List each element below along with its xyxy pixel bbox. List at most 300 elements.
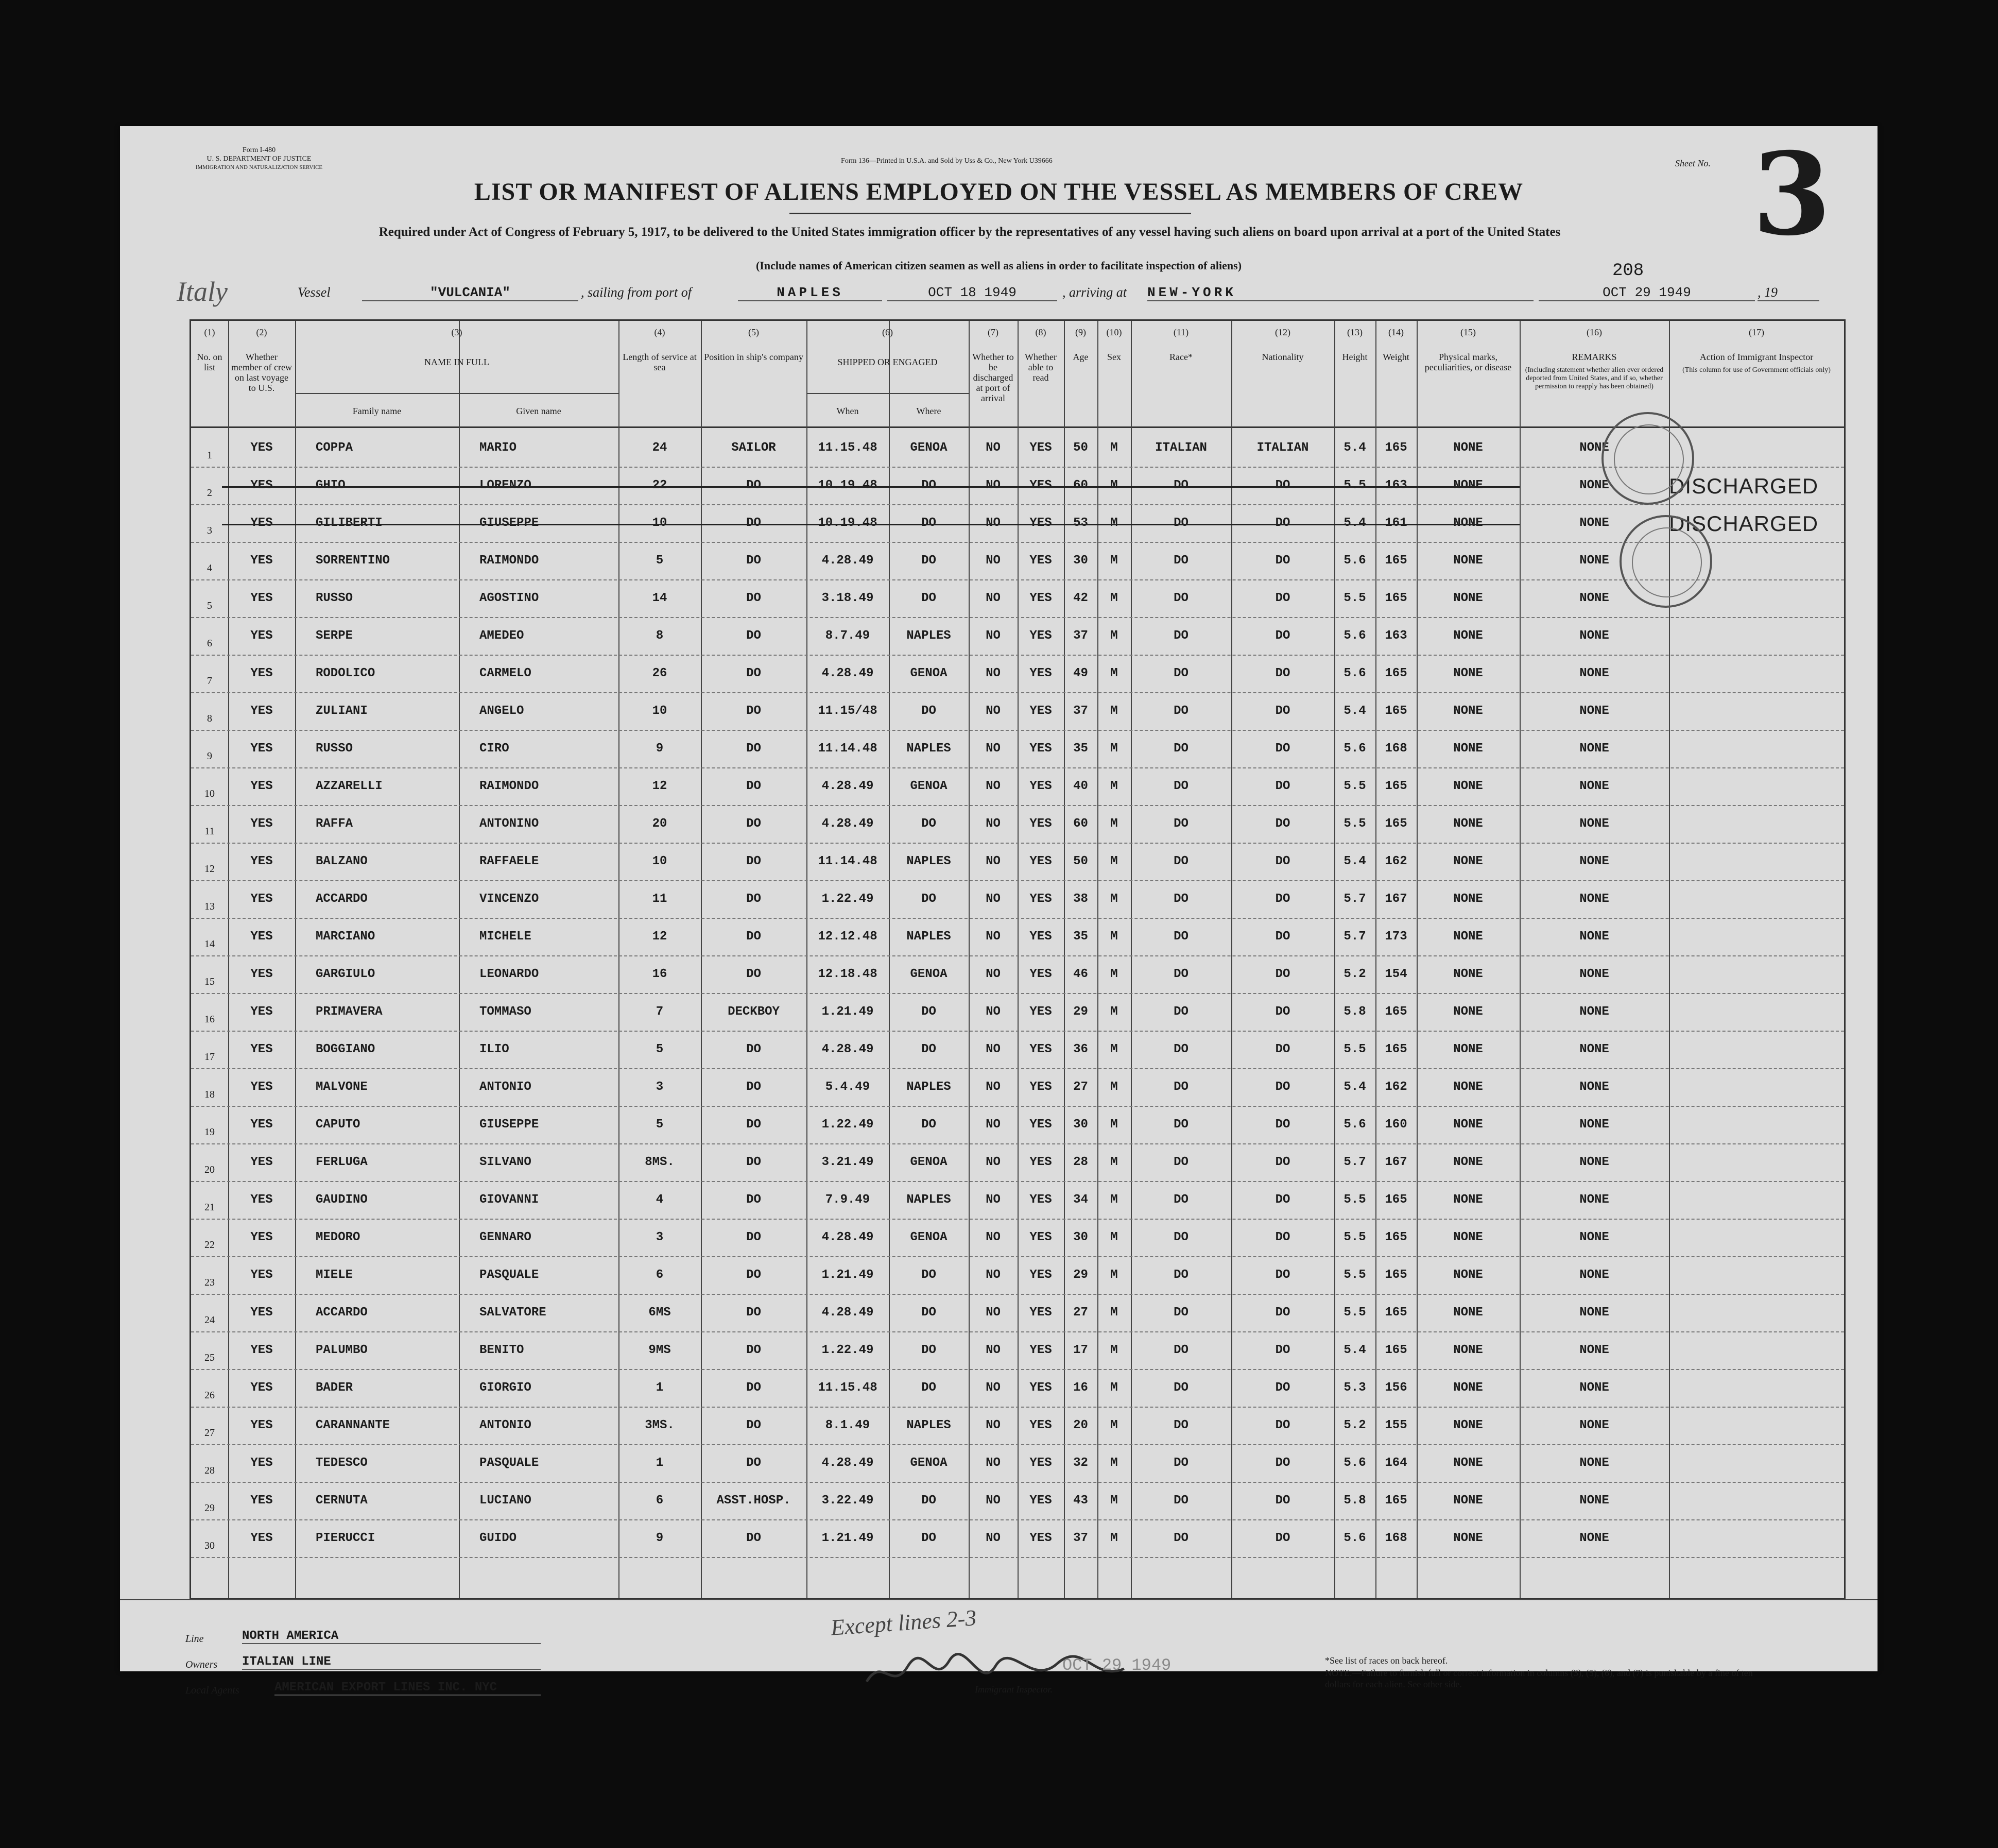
cell-where: DO <box>921 704 936 718</box>
cell-weight: 165 <box>1385 1494 1407 1508</box>
cell-read: YES <box>1029 1193 1052 1207</box>
cell-race: DO <box>1174 1155 1189 1169</box>
cell-height: 5.4 <box>1344 704 1366 718</box>
cell-marks: NONE <box>1453 1005 1483 1019</box>
cell-weight: 165 <box>1385 554 1407 568</box>
cell-given: VINCENZO <box>479 892 539 906</box>
cell-weight: 161 <box>1385 516 1407 530</box>
cell-position: DO <box>746 629 761 643</box>
cell-service: 14 <box>652 591 667 605</box>
cell-family: ACCARDO <box>316 1306 368 1320</box>
cell-sex: M <box>1110 1080 1118 1094</box>
cell-when: 11.14.48 <box>818 742 877 756</box>
cell-disch: NO <box>986 554 1001 568</box>
column-header: Height <box>1342 352 1368 362</box>
cell-no: 13 <box>204 901 215 912</box>
cell-given: ANTONINO <box>479 817 539 831</box>
table-row <box>191 1407 1844 1445</box>
cell-read: YES <box>1029 591 1052 605</box>
cell-nat: DO <box>1275 629 1290 643</box>
cell-read: YES <box>1029 742 1052 756</box>
cell-marks: NONE <box>1453 1418 1483 1432</box>
cell-race: DO <box>1174 666 1189 680</box>
cell-remarks: NONE <box>1579 1306 1609 1320</box>
cell-read: YES <box>1029 1381 1052 1395</box>
cell-sex: M <box>1110 516 1118 530</box>
cell-when: 11.14.48 <box>818 854 877 868</box>
cell-given: PASQUALE <box>479 1268 539 1282</box>
cell-where: DO <box>921 1118 936 1132</box>
cell-remarks: NONE <box>1579 930 1609 944</box>
strike-through-line <box>222 486 1520 488</box>
table-row <box>191 1482 1844 1520</box>
cell-race: DO <box>1174 1531 1189 1545</box>
vessel-label: Vessel <box>298 285 331 300</box>
cell-where: NAPLES <box>906 930 951 944</box>
cell-read: YES <box>1029 892 1052 906</box>
cell-crew: YES <box>250 441 273 455</box>
cell-when: 8.1.49 <box>825 1418 870 1432</box>
cell-read: YES <box>1029 1005 1052 1019</box>
cell-no: 12 <box>204 863 215 875</box>
arriving-label: , arriving at <box>1062 285 1127 300</box>
column-number: (8) <box>1035 327 1046 337</box>
footer-rule <box>120 1599 1878 1600</box>
cell-marks: NONE <box>1453 1268 1483 1282</box>
cell-height: 5.5 <box>1344 1042 1366 1056</box>
cell-height: 5.5 <box>1344 817 1366 831</box>
cell-nat: DO <box>1275 1268 1290 1282</box>
cell-given: MARIO <box>479 441 517 455</box>
cell-age: 53 <box>1073 516 1088 530</box>
cell-weight: 165 <box>1385 1343 1407 1357</box>
cell-when: 11.15.48 <box>818 441 877 455</box>
cell-remarks: NONE <box>1579 1494 1609 1508</box>
cell-service: 12 <box>652 930 667 944</box>
table-row <box>191 429 1844 468</box>
cell-height: 5.7 <box>1344 930 1366 944</box>
cell-service: 16 <box>652 967 667 981</box>
cell-disch: NO <box>986 1306 1001 1320</box>
cell-height: 5.7 <box>1344 892 1366 906</box>
table-row <box>191 1256 1844 1295</box>
cell-age: 42 <box>1073 591 1088 605</box>
cell-sex: M <box>1110 967 1118 981</box>
cell-disch: NO <box>986 516 1001 530</box>
cell-position: DO <box>746 1381 761 1395</box>
cell-disch: NO <box>986 892 1001 906</box>
cell-position: DO <box>746 1306 761 1320</box>
column-number: (7) <box>988 327 998 337</box>
cell-read: YES <box>1029 704 1052 718</box>
cell-marks: NONE <box>1453 516 1483 530</box>
cell-family: ACCARDO <box>316 892 368 906</box>
cell-given: GIORGIO <box>479 1381 531 1395</box>
cell-weight: 167 <box>1385 1155 1407 1169</box>
cell-when: 1.21.49 <box>821 1005 874 1019</box>
cell-disch: NO <box>986 441 1001 455</box>
cell-service: 24 <box>652 441 667 455</box>
cell-age: 43 <box>1073 1494 1088 1508</box>
cell-sex: M <box>1110 930 1118 944</box>
cell-weight: 162 <box>1385 1080 1407 1094</box>
column-note: (This column for use of Government officials only) <box>1682 366 1831 374</box>
cell-remarks: NONE <box>1579 1268 1609 1282</box>
page-title: LIST OR MANIFEST OF ALIENS EMPLOYED ON THE VESSEL AS MEMBERS OF CREW <box>474 178 1524 206</box>
column-number: (12) <box>1275 327 1290 337</box>
cell-where: NAPLES <box>906 1418 951 1432</box>
cell-weight: 165 <box>1385 591 1407 605</box>
cell-service: 8 <box>656 629 664 643</box>
cell-height: 5.6 <box>1344 1456 1366 1470</box>
cell-crew: YES <box>250 1193 273 1207</box>
cell-position: DO <box>746 516 761 530</box>
cell-age: 38 <box>1073 892 1088 906</box>
cell-position: DECKBOY <box>728 1005 780 1019</box>
column-number: (10) <box>1106 327 1122 337</box>
cell-sex: M <box>1110 1381 1118 1395</box>
cell-given: AMEDEO <box>479 629 524 643</box>
cell-race: DO <box>1174 591 1189 605</box>
cell-marks: NONE <box>1453 629 1483 643</box>
cell-where: GENOA <box>910 441 948 455</box>
cell-service: 6 <box>656 1268 664 1282</box>
cell-given: SILVANO <box>479 1155 531 1169</box>
column-number: (9) <box>1075 327 1086 337</box>
cell-nat: DO <box>1275 516 1290 530</box>
cell-remarks: NONE <box>1579 1193 1609 1207</box>
cell-given: MICHELE <box>479 930 531 944</box>
cell-service: 6 <box>656 1494 664 1508</box>
cell-height: 5.7 <box>1344 1155 1366 1169</box>
cell-sex: M <box>1110 704 1118 718</box>
cell-disch: NO <box>986 1118 1001 1132</box>
cell-weight: 165 <box>1385 1005 1407 1019</box>
cell-marks: NONE <box>1453 1531 1483 1545</box>
cell-weight: 156 <box>1385 1381 1407 1395</box>
column-header: Whether member of crew on last voyage to U.S. <box>231 352 292 393</box>
column-number: (13) <box>1347 327 1363 337</box>
cell-family: PALUMBO <box>316 1343 368 1357</box>
cell-family: TEDESCO <box>316 1456 368 1470</box>
cell-sex: M <box>1110 1005 1118 1019</box>
table-row <box>191 955 1844 994</box>
column-header: Physical marks, peculiarities, or disease <box>1424 352 1512 372</box>
cell-where: DO <box>921 1494 936 1508</box>
cell-where: NAPLES <box>906 742 951 756</box>
cell-remarks: NONE <box>1579 441 1609 455</box>
cell-when: 1.22.49 <box>821 1118 874 1132</box>
cell-read: YES <box>1029 1230 1052 1244</box>
cell-position: DO <box>746 930 761 944</box>
cell-remarks: NONE <box>1579 892 1609 906</box>
cell-when: 1.21.49 <box>821 1531 874 1545</box>
cell-no: 11 <box>204 826 215 837</box>
cell-given: ANGELO <box>479 704 524 718</box>
cell-marks: NONE <box>1453 591 1483 605</box>
strike-through-line <box>222 524 1520 525</box>
arrival-date: OCT 29 1949 <box>1539 285 1755 301</box>
cell-family: BOGGIANO <box>316 1042 375 1056</box>
cell-weight: 165 <box>1385 1230 1407 1244</box>
cell-nat: DO <box>1275 1381 1290 1395</box>
cell-age: 50 <box>1073 441 1088 455</box>
cell-crew: YES <box>250 967 273 981</box>
cell-height: 5.4 <box>1344 1343 1366 1357</box>
cell-when: 4.28.49 <box>821 1306 874 1320</box>
cell-remarks: NONE <box>1579 1080 1609 1094</box>
cell-position: DO <box>746 892 761 906</box>
cell-service: 5 <box>656 1118 664 1132</box>
cell-height: 5.4 <box>1344 516 1366 530</box>
cell-where: DO <box>921 478 936 492</box>
cell-disch: NO <box>986 1494 1001 1508</box>
handwritten-note: Except lines 2-3 <box>830 1605 977 1640</box>
cell-age: 17 <box>1073 1343 1088 1357</box>
cell-marks: NONE <box>1453 1118 1483 1132</box>
cell-family: RAFFA <box>316 817 353 831</box>
cell-family: MEDORO <box>316 1230 360 1244</box>
cell-remarks: NONE <box>1579 1005 1609 1019</box>
sailing-date: OCT 18 1949 <box>887 285 1057 301</box>
cell-age: 30 <box>1073 1118 1088 1132</box>
cell-family: AZZARELLI <box>316 779 383 793</box>
cell-height: 5.5 <box>1344 591 1366 605</box>
cell-given: AGOSTINO <box>479 591 539 605</box>
line-value: NORTH AMERICA <box>242 1629 541 1644</box>
cell-race: ITALIAN <box>1155 441 1207 455</box>
cell-nat: DO <box>1275 554 1290 568</box>
cell-service: 3 <box>656 1080 664 1094</box>
cell-when: 1.21.49 <box>821 1268 874 1282</box>
cell-family: RODOLICO <box>316 666 375 680</box>
cell-age: 46 <box>1073 967 1088 981</box>
cell-no: 26 <box>204 1390 215 1401</box>
cell-where: DO <box>921 516 936 530</box>
cell-age: 35 <box>1073 742 1088 756</box>
cell-race: DO <box>1174 1268 1189 1282</box>
cell-age: 30 <box>1073 1230 1088 1244</box>
cell-family: MARCIANO <box>316 930 375 944</box>
cell-nat: DO <box>1275 1418 1290 1432</box>
cell-position: DO <box>746 1118 761 1132</box>
cell-when: 12.18.48 <box>818 967 877 981</box>
table-row <box>191 843 1844 881</box>
cell-disch: NO <box>986 817 1001 831</box>
cell-crew: YES <box>250 817 273 831</box>
table-row <box>191 1181 1844 1220</box>
cell-disch: NO <box>986 1193 1001 1207</box>
table-row <box>191 767 1844 806</box>
cell-disch: NO <box>986 854 1001 868</box>
cell-sex: M <box>1110 1230 1118 1244</box>
cell-read: YES <box>1029 1343 1052 1357</box>
cell-crew: YES <box>250 1343 273 1357</box>
cell-family: GARGIULO <box>316 967 375 981</box>
cell-age: 60 <box>1073 478 1088 492</box>
cell-crew: YES <box>250 1494 273 1508</box>
cell-weight: 160 <box>1385 1118 1407 1132</box>
cell-no: 10 <box>204 788 215 799</box>
cell-height: 5.5 <box>1344 1193 1366 1207</box>
table-row <box>191 1143 1844 1182</box>
cell-when: 4.28.49 <box>821 1230 874 1244</box>
cell-crew: YES <box>250 591 273 605</box>
cell-height: 5.5 <box>1344 1230 1366 1244</box>
cell-disch: NO <box>986 1042 1001 1056</box>
cell-nat: DO <box>1275 1193 1290 1207</box>
cell-where: DO <box>921 1531 936 1545</box>
cell-sex: M <box>1110 1343 1118 1357</box>
cell-crew: YES <box>250 1230 273 1244</box>
cell-read: YES <box>1029 817 1052 831</box>
cell-given: CIRO <box>479 742 509 756</box>
cell-nat: DO <box>1275 1042 1290 1056</box>
cell-weight: 165 <box>1385 441 1407 455</box>
cell-when: 4.28.49 <box>821 554 874 568</box>
cell-given: ANTONIO <box>479 1080 531 1094</box>
cell-height: 5.8 <box>1344 1494 1366 1508</box>
consulate-seal <box>1601 412 1694 505</box>
cell-remarks: NONE <box>1579 1343 1609 1357</box>
cell-sex: M <box>1110 478 1118 492</box>
cell-height: 5.4 <box>1344 854 1366 868</box>
cell-family: RUSSO <box>316 591 353 605</box>
cell-sex: M <box>1110 854 1118 868</box>
cell-sex: M <box>1110 1418 1118 1432</box>
cell-marks: NONE <box>1453 742 1483 756</box>
cell-where: GENOA <box>910 666 948 680</box>
column-number: (15) <box>1460 327 1476 337</box>
cell-disch: NO <box>986 779 1001 793</box>
cell-service: 10 <box>652 854 667 868</box>
cell-given: CARMELO <box>479 666 531 680</box>
cell-disch: NO <box>986 478 1001 492</box>
cell-height: 5.6 <box>1344 629 1366 643</box>
cell-race: DO <box>1174 930 1189 944</box>
cell-when: 10.19.48 <box>818 478 877 492</box>
column-header: NAME IN FULL <box>424 357 489 367</box>
cell-race: DO <box>1174 1343 1189 1357</box>
stamp-number: 208 <box>1612 261 1644 281</box>
cell-marks: NONE <box>1453 854 1483 868</box>
cell-age: 30 <box>1073 554 1088 568</box>
cell-when: 4.28.49 <box>821 1042 874 1056</box>
cell-marks: NONE <box>1453 1306 1483 1320</box>
column-subheader: When <box>836 406 859 416</box>
cell-position: DO <box>746 554 761 568</box>
cell-remarks: NONE <box>1579 1418 1609 1432</box>
table-row <box>191 918 1844 956</box>
cell-when: 4.28.49 <box>821 817 874 831</box>
cell-remarks: NONE <box>1579 1531 1609 1545</box>
cell-nat: ITALIAN <box>1256 441 1309 455</box>
cell-no: 22 <box>204 1239 215 1251</box>
cell-nat: DO <box>1275 1005 1290 1019</box>
cell-position: DO <box>746 1155 761 1169</box>
cell-when: 4.28.49 <box>821 779 874 793</box>
cell-no: 24 <box>204 1314 215 1326</box>
cell-no: 23 <box>204 1277 215 1288</box>
cell-marks: NONE <box>1453 441 1483 455</box>
owners-label: Owners <box>185 1659 218 1670</box>
cell-position: DO <box>746 1080 761 1094</box>
cell-crew: YES <box>250 1080 273 1094</box>
cell-position: DO <box>746 1531 761 1545</box>
cell-family: GILIBERTI <box>316 516 383 530</box>
cell-given: SALVATORE <box>479 1306 546 1320</box>
cell-when: 1.22.49 <box>821 892 874 906</box>
cell-sex: M <box>1110 1042 1118 1056</box>
cell-marks: NONE <box>1453 930 1483 944</box>
cell-crew: YES <box>250 1381 273 1395</box>
cell-crew: YES <box>250 742 273 756</box>
cell-where: NAPLES <box>906 854 951 868</box>
cell-sex: M <box>1110 1306 1118 1320</box>
cell-age: 60 <box>1073 817 1088 831</box>
cell-no: 29 <box>204 1502 215 1514</box>
cell-when: 12.12.48 <box>818 930 877 944</box>
cell-crew: YES <box>250 629 273 643</box>
cell-family: PIERUCCI <box>316 1531 375 1545</box>
cell-crew: YES <box>250 516 273 530</box>
cell-race: DO <box>1174 1306 1189 1320</box>
cell-remarks: NONE <box>1579 478 1609 492</box>
cell-marks: NONE <box>1453 1381 1483 1395</box>
cell-read: YES <box>1029 930 1052 944</box>
cell-where: DO <box>921 817 936 831</box>
cell-sex: M <box>1110 1268 1118 1282</box>
cell-position: DO <box>746 1343 761 1357</box>
column-number: (3) <box>451 327 462 337</box>
column-header: Length of service at sea <box>623 352 697 372</box>
cell-family: CERNUTA <box>316 1494 368 1508</box>
cell-given: ILIO <box>479 1042 509 1056</box>
cell-crew: YES <box>250 478 273 492</box>
cell-height: 5.2 <box>1344 967 1366 981</box>
cell-height: 5.6 <box>1344 1531 1366 1545</box>
column-header: Age <box>1073 352 1089 362</box>
cell-height: 5.5 <box>1344 478 1366 492</box>
cell-weight: 168 <box>1385 1531 1407 1545</box>
cell-action: DISCHARGED <box>1669 511 1819 536</box>
cell-disch: NO <box>986 1343 1001 1357</box>
cell-crew: YES <box>250 1456 273 1470</box>
cell-age: 20 <box>1073 1418 1088 1432</box>
cell-race: DO <box>1174 516 1189 530</box>
table-row <box>191 617 1844 656</box>
cell-nat: DO <box>1275 930 1290 944</box>
cell-family: FERLUGA <box>316 1155 368 1169</box>
cell-crew: YES <box>250 1042 273 1056</box>
cell-read: YES <box>1029 441 1052 455</box>
cell-read: YES <box>1029 516 1052 530</box>
cell-nat: DO <box>1275 1080 1290 1094</box>
cell-marks: NONE <box>1453 1230 1483 1244</box>
cell-nat: DO <box>1275 478 1290 492</box>
cell-height: 5.6 <box>1344 666 1366 680</box>
cell-disch: NO <box>986 1418 1001 1432</box>
cell-weight: 165 <box>1385 666 1407 680</box>
cell-remarks: NONE <box>1579 1230 1609 1244</box>
cell-given: GENNARO <box>479 1230 531 1244</box>
cell-race: DO <box>1174 554 1189 568</box>
cell-race: DO <box>1174 854 1189 868</box>
cell-read: YES <box>1029 1494 1052 1508</box>
column-number: (6) <box>882 327 893 337</box>
cell-weight: 168 <box>1385 742 1407 756</box>
cell-marks: NONE <box>1453 1155 1483 1169</box>
